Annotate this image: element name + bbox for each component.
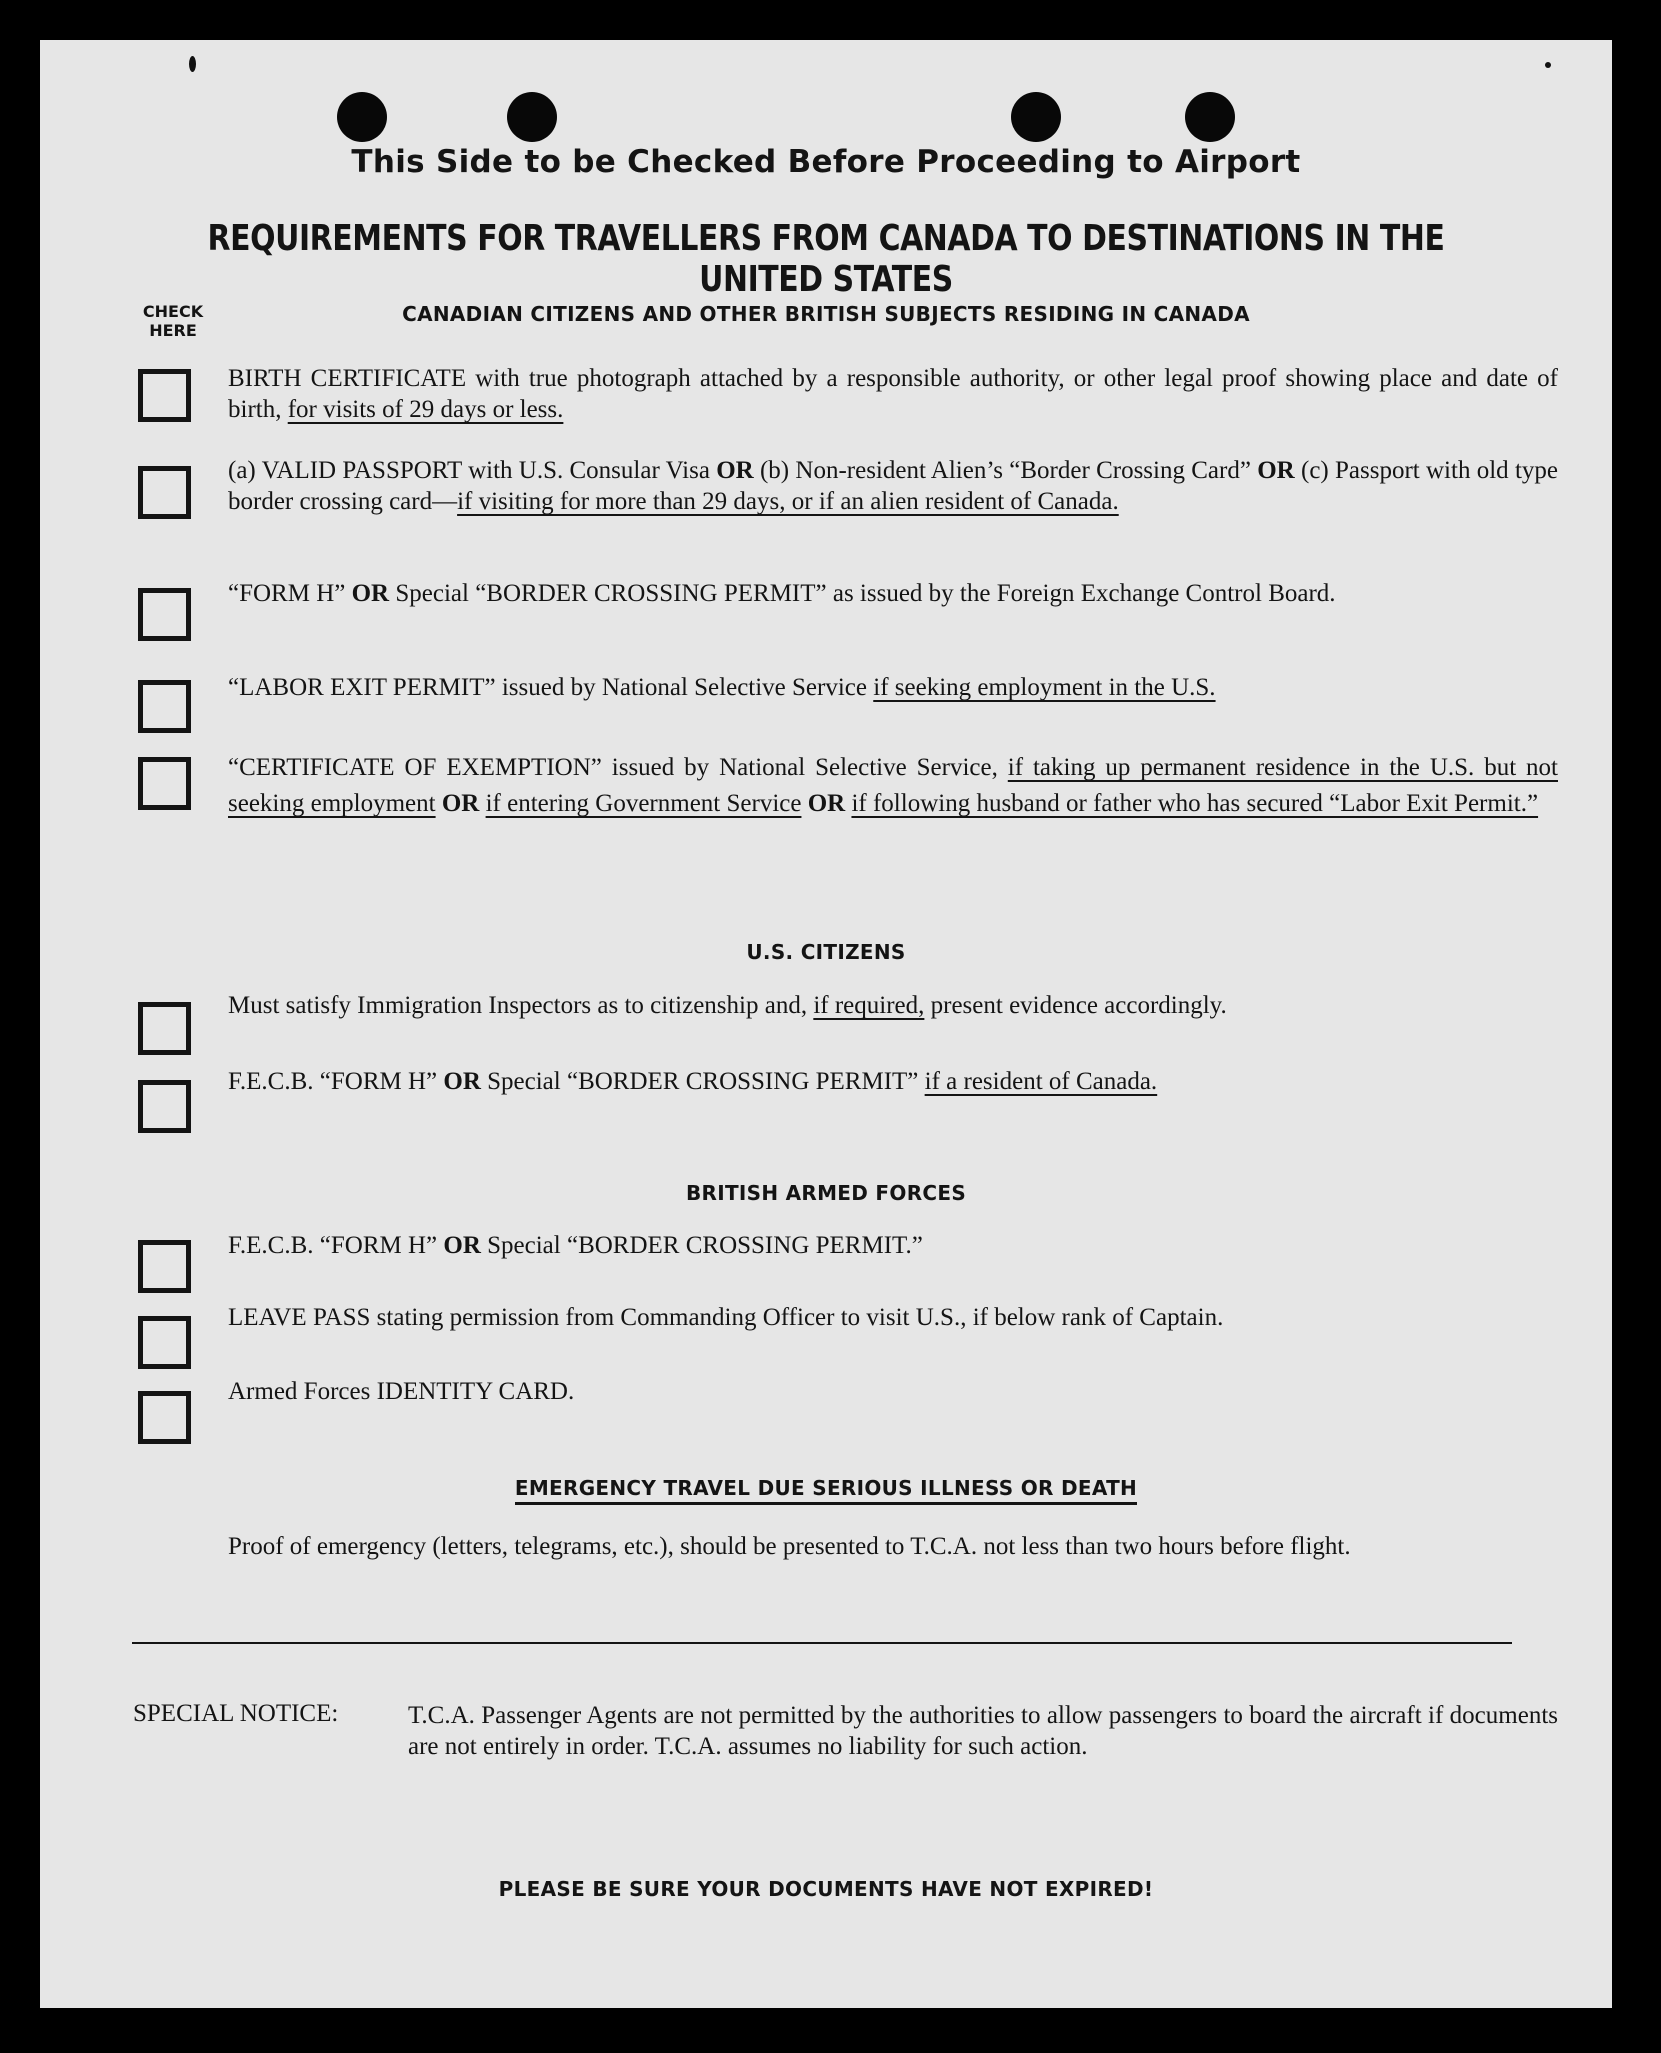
expiry-reminder: PLEASE BE SURE YOUR DOCUMENTS HAVE NOT EXPIRED! bbox=[498, 1877, 1154, 1901]
requirement-birth-certificate: BIRTH CERTIFICATE with true photograph attached by a responsible authority, or other legal proof showing place and date of birth, for visits of 29 days or less. bbox=[228, 365, 1558, 423]
requirement-labor-exit-permit: “LABOR EXIT PERMIT” issued by National Selective Service if seeking employment in the U.S. bbox=[228, 674, 1216, 701]
requirement-forces-form-h: F.E.C.B. “FORM H” OR Special “BORDER CROSSING PERMIT.” bbox=[228, 1232, 923, 1259]
checkbox-labor-exit-permit[interactable] bbox=[138, 680, 191, 733]
punch-hole bbox=[1011, 92, 1061, 142]
emergency-instructions: Proof of emergency (letters, telegrams, etc.), should be presented to T.C.A. not less than two hours before flight. bbox=[228, 1533, 1351, 1560]
checkbox-forces-form-h[interactable] bbox=[138, 1240, 191, 1293]
requirement-leave-pass: LEAVE PASS stating permission from Commanding Officer to visit U.S., if below rank of Captain. bbox=[228, 1304, 1224, 1331]
divider-line bbox=[132, 1642, 1512, 1644]
section-title-canadian: CANADIAN CITIZENS AND OTHER BRITISH SUBJECTS RESIDING IN CANADA bbox=[402, 302, 1250, 326]
checkbox-certificate-of-exemption[interactable] bbox=[138, 757, 191, 810]
checkbox-us-form-h[interactable] bbox=[138, 1080, 191, 1133]
checkbox-valid-passport[interactable] bbox=[138, 466, 191, 519]
section-title-emergency: EMERGENCY TRAVEL DUE SERIOUS ILLNESS OR DEATH bbox=[40, 1476, 1612, 1500]
checkbox-leave-pass[interactable] bbox=[138, 1316, 191, 1369]
page-title: REQUIREMENTS FOR TRAVELLERS FROM CANADA TO DESTINATIONS IN THE UNITED STATES bbox=[207, 218, 1445, 300]
scan-speck bbox=[1545, 62, 1551, 68]
check-here-label: CHECK HERE bbox=[142, 302, 204, 340]
checkbox-citizenship-evidence[interactable] bbox=[138, 1002, 191, 1055]
checkbox-birth-certificate[interactable] bbox=[138, 369, 191, 422]
punch-hole bbox=[507, 92, 557, 142]
requirement-form-h: “FORM H” OR Special “BORDER CROSSING PERMIT” as issued by the Foreign Exchange Control Board. bbox=[228, 580, 1336, 607]
section-title-us-citizens: U.S. CITIZENS bbox=[746, 940, 906, 964]
page-heading: This Side to be Checked Before Proceeding to Airport bbox=[351, 144, 1301, 180]
section-title-british-armed-forces: BRITISH ARMED FORCES bbox=[685, 1181, 967, 1205]
checkbox-identity-card[interactable] bbox=[138, 1391, 191, 1444]
requirement-citizenship-evidence: Must satisfy Immigration Inspectors as to citizenship and, if required, present evidence accordingly. bbox=[228, 992, 1227, 1019]
requirement-certificate-of-exemption: “CERTIFICATE OF EXEMPTION” issued by National Selective Service, if taking up permanent residence in the U.S. but not seeking employment OR if entering Government Service OR if following husband or father who has secured “Labor Exit Permit.” bbox=[228, 754, 1558, 817]
special-notice-text: T.C.A. Passenger Agents are not permitted by the authorities to allow passengers to board the aircraft if documents are not entirely in order. T.C.A. assumes no liability for such action. bbox=[408, 1702, 1558, 1760]
document-page bbox=[40, 40, 1612, 2008]
requirement-identity-card: Armed Forces IDENTITY CARD. bbox=[228, 1378, 575, 1405]
punch-hole bbox=[1185, 92, 1235, 142]
requirement-valid-passport: (a) VALID PASSPORT with U.S. Consular Visa OR (b) Non-resident Alien’s “Border Crossing Card” OR (c) Passport with old type border crossing card—if visiting for more than 29 days, or if an alien resident of Canada. bbox=[228, 457, 1558, 515]
special-notice-label: SPECIAL NOTICE: bbox=[133, 1700, 339, 1727]
checkbox-form-h[interactable] bbox=[138, 588, 191, 641]
requirement-us-form-h: F.E.C.B. “FORM H” OR Special “BORDER CROSSING PERMIT” if a resident of Canada. bbox=[228, 1068, 1158, 1095]
punch-hole bbox=[337, 92, 387, 142]
scan-speck bbox=[189, 56, 196, 72]
